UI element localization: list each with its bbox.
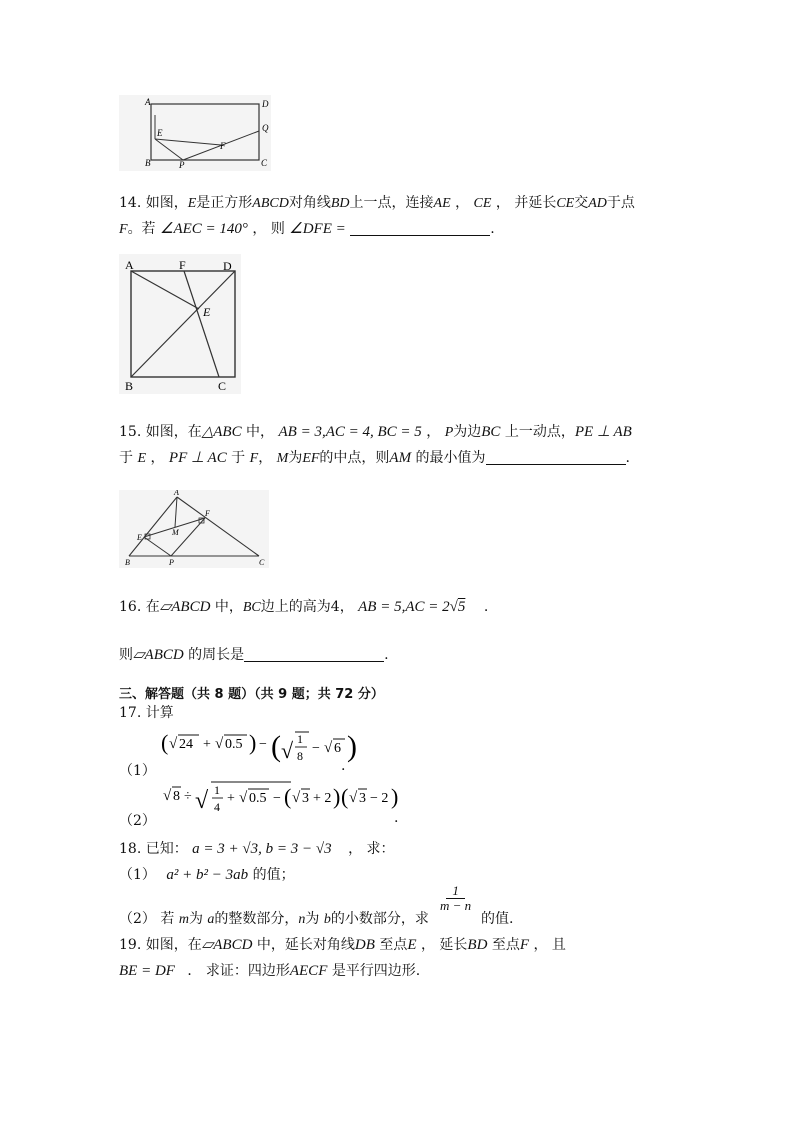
q15-segment-ef: EF — [302, 451, 320, 466]
q14-angle-question: ∠DFE = — [289, 221, 346, 237]
q18-text: 为 — [305, 911, 320, 927]
q17-e1-frac-den: 8 — [297, 749, 303, 763]
q14-side-ad: AD — [588, 196, 607, 211]
q18-part1 — [119, 864, 295, 884]
q14-point-e: E — [187, 196, 197, 211]
q14-segment-ce: CE — [473, 196, 492, 211]
label-c: C — [261, 158, 268, 168]
q18-text: 的小数部分，求 — [330, 911, 429, 927]
q15-sep: ， — [258, 450, 273, 466]
svg-text:): ) — [347, 730, 357, 763]
q15-text: 的中点，则 — [319, 450, 390, 466]
q17-title — [119, 702, 174, 722]
q16-height: 4 — [330, 599, 340, 615]
q19-point-f: F — [519, 937, 530, 953]
label-a: A — [145, 97, 151, 107]
q15-side-bc: BC — [481, 424, 501, 440]
q14-text: 如图， — [145, 195, 188, 211]
q19-line2 — [119, 960, 420, 980]
q17-part1-label: （1） — [119, 763, 156, 779]
label-d: D — [262, 99, 269, 109]
q18-part2 — [119, 908, 429, 928]
svg-text:√: √ — [324, 740, 333, 756]
q19-text: 如图，在 — [145, 937, 202, 953]
q16-side-bc: BC — [242, 600, 261, 615]
q19-text: 至点 — [491, 937, 520, 953]
q15-segment-am: AM — [389, 450, 412, 466]
q19-condition: BE = DF — [119, 963, 175, 979]
svg-text:√: √ — [349, 790, 358, 806]
q19-point-e: E — [407, 937, 417, 953]
q15-line2 — [119, 447, 630, 467]
q14-segment-ce-2: CE — [556, 196, 575, 211]
svg-text:÷: ÷ — [184, 789, 192, 804]
svg-text:−: − — [259, 737, 267, 752]
q18-text: 的值； — [252, 867, 295, 883]
q18-text: 的整数部分， — [214, 911, 299, 927]
q15-text: 为边 — [453, 424, 482, 440]
q15-perp-pe: PE ⊥ AB — [574, 424, 632, 440]
q14-line1 — [119, 192, 635, 212]
svg-text:√: √ — [163, 788, 172, 804]
q14-point-f: F — [119, 222, 128, 237]
q14-square-name: ABCD — [252, 196, 289, 211]
q16-text: 则 — [119, 647, 133, 663]
svg-text:): ) — [333, 784, 341, 809]
q16-text: 的周长是 — [188, 647, 245, 663]
q15-text: 中， — [246, 424, 275, 440]
q18-text: ， 求： — [348, 841, 395, 857]
q16-line1: 16. 在▱ABCD 中，BC边上的高为4， AB = 5,AC = 2√5 . — [119, 599, 489, 615]
q16-text: 边上的高为 — [260, 599, 331, 615]
q17-number: 17. — [119, 705, 142, 721]
q15-text: 为 — [288, 450, 303, 466]
q17-expr1 — [161, 728, 391, 778]
q15-text: 的最小值为 — [415, 450, 486, 466]
q15-text: 于 — [119, 450, 133, 466]
q16-parallelogram: ▱ABCD — [159, 599, 211, 615]
q18-text: 若 — [160, 911, 175, 927]
q14-text: 。若 — [127, 221, 156, 237]
q18-var-b: b — [323, 912, 331, 927]
q15-answer-blank[interactable] — [486, 450, 626, 465]
svg-text:√: √ — [195, 788, 209, 814]
q19-text: 中，延长对角线 — [256, 937, 355, 953]
q17-heading: 计算 — [145, 705, 174, 721]
section-heading: 三、解答题（共 8 题）（共 9 题；共 72 分） — [119, 687, 384, 702]
q17-e1-radicand-b: 0.5 — [225, 737, 243, 752]
q17-dot: . — [341, 758, 346, 774]
q15-perp-pf: PF ⊥ AC — [168, 450, 227, 466]
q14-text: 上一点，连接 — [349, 195, 434, 211]
svg-text:−: − — [273, 791, 281, 806]
label-b: B — [125, 379, 134, 393]
q14-sep: ， — [455, 195, 470, 211]
label-p: P — [179, 160, 185, 170]
q16-end: . — [483, 599, 489, 615]
q19-quadrilateral: AECF — [289, 963, 328, 979]
q17-e2-radicand-a: 8 — [173, 789, 180, 804]
q15-text: 上一动点， — [504, 424, 575, 440]
q14-segment-ae: AE — [433, 196, 451, 211]
q19-text: ， 延长 — [420, 937, 468, 953]
label-d: D — [223, 259, 232, 273]
q17-e2-radicand-c: 0.5 — [249, 791, 267, 806]
q17-e2-frac-num: 1 — [214, 783, 220, 797]
label-e: E — [203, 305, 211, 319]
label-m: M — [172, 528, 179, 537]
q18-condition: a = 3 + √3, b = 3 − √3 — [192, 841, 332, 857]
q15-lengths: AB = 3,AC = 4, BC = 5 — [278, 424, 422, 440]
q16-radicand: 5 — [457, 599, 466, 615]
q19-diagonal-db: DB — [354, 937, 375, 953]
q16-number: 16. — [119, 599, 142, 615]
q17-e2-frac-den: 4 — [214, 800, 220, 814]
q19-parallelogram: ▱ABCD — [201, 937, 253, 953]
q14-text: 对角线 — [288, 195, 331, 211]
q16-text: 在 — [145, 599, 160, 615]
q19-diagonal-bd: BD — [467, 937, 488, 953]
svg-text:− 2: − 2 — [370, 791, 389, 806]
label-c: C — [218, 379, 227, 393]
label-c: C — [259, 558, 265, 567]
q19-number: 19. — [119, 937, 142, 953]
figure-square-svg — [119, 254, 241, 394]
svg-text:√: √ — [169, 736, 178, 752]
q15-text: 于 — [231, 450, 246, 466]
q14-text: ， 则 — [252, 221, 285, 237]
svg-text:√: √ — [281, 738, 294, 763]
q18-end: 的值. — [481, 911, 514, 927]
q19-text: 是平行四边形. — [331, 963, 421, 979]
q14-diagonal: BD — [330, 196, 350, 211]
q15-number: 15. — [119, 424, 142, 440]
q18-frac-den: m − n — [440, 897, 472, 913]
label-a: A — [125, 258, 134, 272]
q17-e2-radicand-d: 3 — [302, 791, 309, 806]
q14-answer-blank[interactable] — [350, 221, 490, 236]
svg-text:(: ( — [341, 784, 349, 809]
q18-part2-label: （2） — [119, 911, 156, 927]
figure-square-abcd — [119, 254, 241, 394]
svg-text:(: ( — [161, 730, 169, 755]
label-f: F — [179, 258, 186, 272]
q18-expression: a² + b² − 3ab — [166, 867, 249, 883]
q15-point-p: P — [444, 425, 454, 440]
q16-end: . — [384, 647, 389, 663]
q15-text: ， — [426, 424, 441, 440]
label-e: E — [137, 533, 142, 542]
q19-text: ， 且 — [533, 937, 566, 953]
q17-e1-radicand-d: 6 — [334, 741, 341, 756]
q17-part2-label: （2） — [119, 813, 156, 829]
q14-text: 交 — [574, 195, 589, 211]
label-p: P — [169, 558, 174, 567]
q18-text: 为 — [188, 911, 203, 927]
q15-point-f: F — [249, 451, 259, 466]
q15-line1 — [119, 421, 632, 441]
svg-text:(: ( — [284, 784, 292, 809]
label-b: B — [125, 558, 130, 567]
q18-fraction — [440, 884, 471, 912]
q15-text: 如图，在 — [145, 424, 202, 440]
q14-text: 于点 — [606, 195, 635, 211]
figure-triangle-abc — [119, 490, 269, 568]
svg-text:): ) — [391, 784, 399, 809]
label-e: E — [157, 128, 163, 138]
q17-e1-radicand-a: 24 — [179, 737, 193, 752]
q15-sep: ， — [150, 450, 165, 466]
label-f: F — [205, 509, 210, 518]
svg-text:−: − — [312, 741, 320, 756]
svg-text:(: ( — [271, 730, 281, 763]
q15-point-e: E — [137, 451, 147, 466]
q18-part1-label: （1） — [119, 867, 156, 883]
svg-text:+ 2: + 2 — [313, 791, 332, 806]
q19-line1 — [119, 934, 566, 954]
q16-line2 — [119, 644, 389, 664]
q14-line2 — [119, 218, 495, 238]
q17-dot: . — [394, 810, 399, 826]
q15-end: . — [625, 450, 630, 466]
label-a: A — [174, 490, 179, 497]
q16-lengths: AB = 5,AC = 2 — [358, 599, 450, 615]
q17-expr2 — [163, 778, 403, 828]
svg-text:): ) — [249, 730, 257, 755]
svg-text:+: + — [227, 791, 235, 806]
q15-triangle: △ABC — [201, 424, 242, 440]
q16-text: ， — [339, 599, 354, 615]
svg-text:√: √ — [292, 790, 301, 806]
q18-frac-num: 1 — [446, 884, 465, 899]
q18-var-n: n — [298, 912, 306, 927]
q14-number: 14. — [119, 195, 142, 211]
label-b: B — [145, 158, 151, 168]
q18-number: 18. — [119, 841, 142, 857]
q18-line1 — [119, 838, 395, 858]
q16-parallelogram-2: ▱ABCD — [133, 647, 184, 663]
q18-var-m: m — [178, 912, 189, 927]
q14-angle-condition: ∠AEC = 140° — [160, 221, 248, 237]
q15-point-m: M — [276, 451, 289, 466]
svg-text:+: + — [203, 737, 211, 752]
figure-rectangle-svg — [119, 95, 271, 171]
q19-text: 至点 — [379, 937, 408, 953]
svg-text:√: √ — [215, 736, 224, 752]
q18-text: 已知： — [145, 841, 188, 857]
figure-triangle-svg — [119, 490, 269, 568]
q19-text: ． 求证：四边形 — [187, 963, 290, 979]
q18-var-a: a — [207, 912, 215, 927]
figure-rectangle-abcd — [119, 95, 271, 171]
q17-e2-radicand-e: 3 — [359, 791, 366, 806]
q14-end: . — [490, 221, 495, 237]
svg-text:√: √ — [239, 790, 248, 806]
q14-text: ， 并延长 — [495, 195, 557, 211]
q16-answer-blank[interactable] — [244, 647, 384, 662]
q16-text: 中， — [214, 599, 243, 615]
q14-text: 是正方形 — [196, 195, 253, 211]
label-q: Q — [262, 123, 269, 133]
label-f: F — [220, 141, 226, 151]
q17-e1-frac-num: 1 — [297, 732, 303, 746]
